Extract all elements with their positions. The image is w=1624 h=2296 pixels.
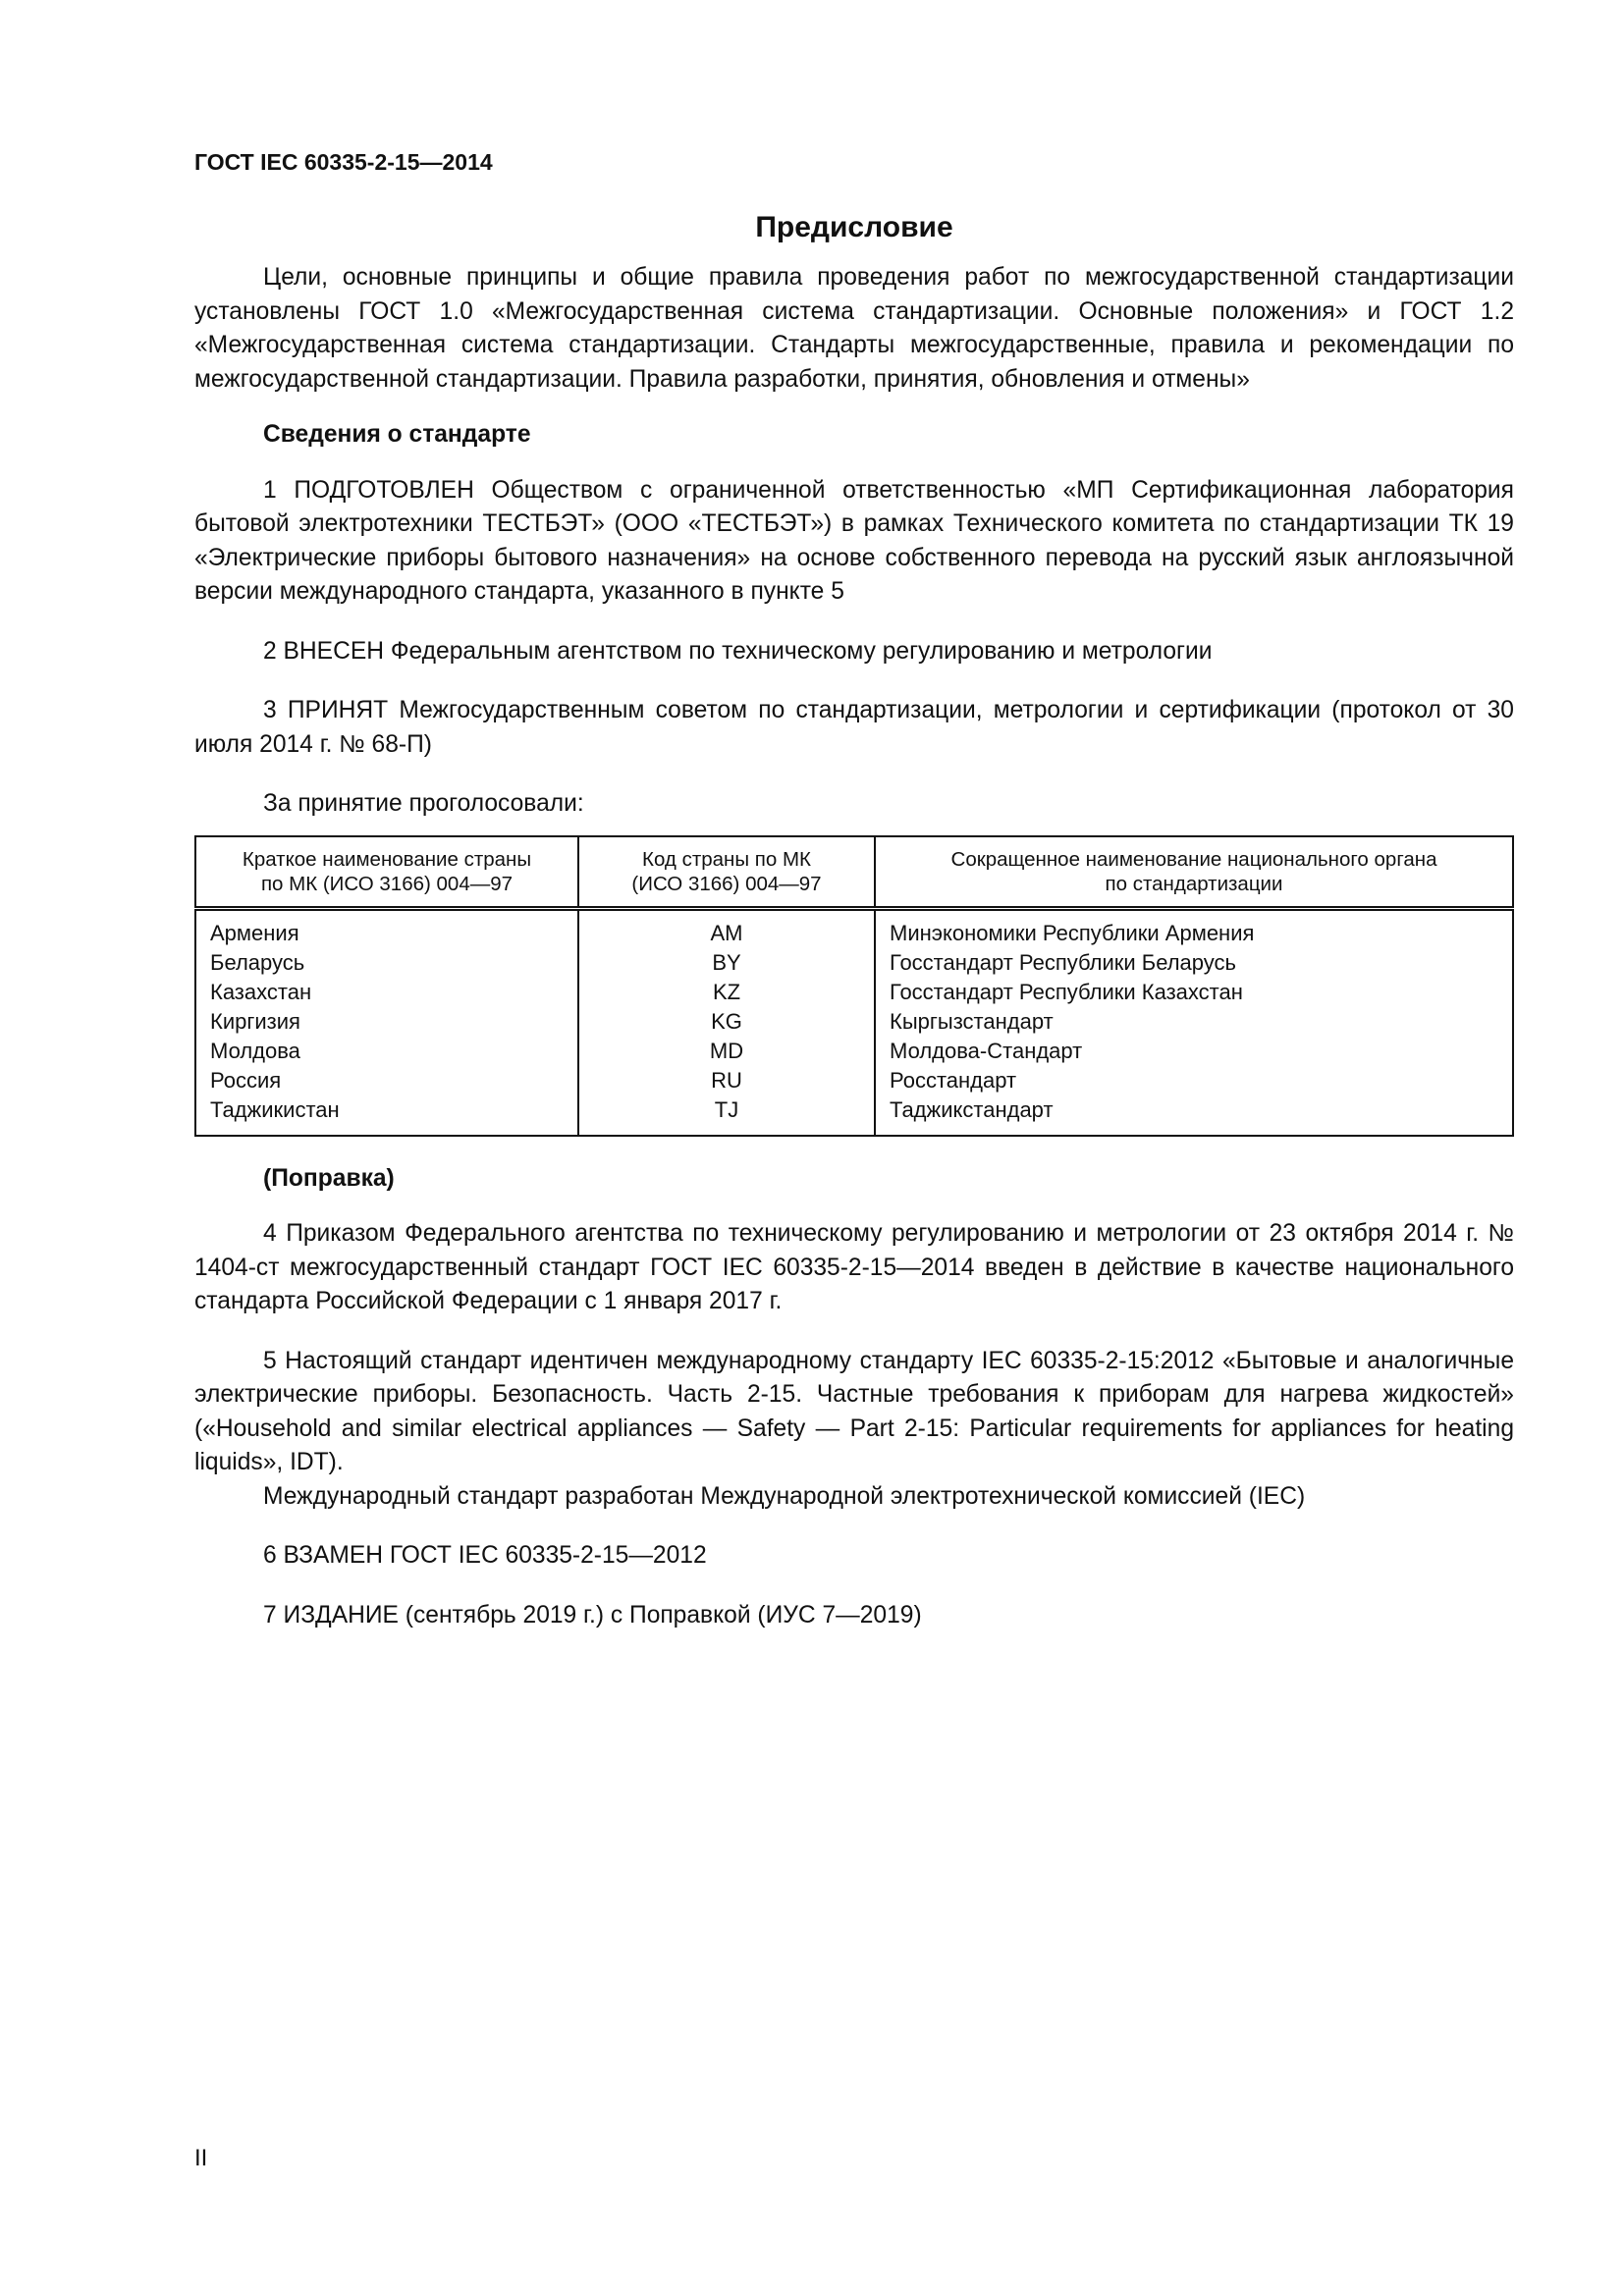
code-cell: KG: [711, 1008, 742, 1034]
header-country: [195, 836, 578, 909]
country-cell: Россия: [210, 1067, 282, 1093]
body-cell: Госстандарт Республики Беларусь: [890, 949, 1236, 975]
country-cell: Армения: [210, 920, 299, 945]
header-country-line1: Краткое наименование страны: [242, 847, 532, 871]
item-3: 3 ПРИНЯТ Межгосударственным советом по стандартизации, метрологии и сертификации (протокол от 30 июля 2014 г. № 68-П): [194, 697, 1514, 758]
code-cell: TJ: [714, 1096, 739, 1122]
code-column: [578, 908, 875, 1136]
item-2: 2 ВНЕСЕН Федеральным агентством по техническому регулированию и метрологии: [263, 637, 1213, 665]
section-heading: Сведения о стандарте: [263, 421, 531, 448]
body-cell: Госстандарт Республики Казахстан: [890, 979, 1243, 1004]
body-cell: Минэкономики Республики Армения: [890, 920, 1255, 945]
body-cell: Таджикстандарт: [890, 1096, 1054, 1122]
country-cell: Молдова: [210, 1038, 300, 1063]
country-cell: Казахстан: [210, 979, 312, 1004]
header-body-line1: Сокращенное наименование национального органа: [950, 847, 1437, 871]
country-cell: Киргизия: [210, 1008, 300, 1034]
item-4: 4 Приказом Федерального агентства по техническому регулированию и метрологии от 23 октября 2014 г. № 1404-ст межгосударственный стандарт ГОСТ IEC 60335-2-15—2014 введен в действие в качестве национального стандарта Российской Федерации с 1 января 2017 г.: [194, 1220, 1514, 1314]
code-cell: BY: [712, 949, 741, 975]
table-row: [195, 908, 1513, 1136]
header-body: [875, 836, 1513, 909]
country-cell: Таджикистан: [210, 1096, 340, 1122]
code-cell: AM: [710, 920, 743, 945]
country-column: [195, 908, 578, 1136]
document-page: [194, 147, 1514, 1632]
voting-states-table: [194, 835, 1514, 1137]
amendment-label: (Поправка): [263, 1164, 395, 1192]
document-code: ГОСТ IEC 60335-2-15—2014: [194, 149, 493, 175]
page-title: Предисловие: [755, 211, 953, 243]
header-code-line2: (ИСО 3166) 004—97: [631, 872, 822, 895]
item-6: 6 ВЗАМЕН ГОСТ IEC 60335-2-15—2012: [263, 1542, 707, 1569]
intro-paragraph: Цели, основные принципы и общие правила проведения работ по межгосударственной стандартизации установлены ГОСТ 1.0 «Межгосударственная система стандартизации. Основные положения» и ГОСТ 1.2 «Межгосударственная система стандартизации. Стандарты межгосударственные, правила и рекомендации по межгосударственной стандартизации. Правила разработки, принятия, обновления и отмены»: [194, 264, 1514, 393]
code-cell: MD: [709, 1038, 744, 1063]
country-cell: Беларусь: [210, 949, 305, 975]
body-cell: Кыргызстандарт: [890, 1008, 1054, 1034]
body-column: [875, 908, 1513, 1136]
header-body-line2: по стандартизации: [1105, 872, 1283, 895]
item-5: 5 Настоящий стандарт идентичен международному стандарту IEC 60335-2-15:2012 «Бытовые и аналогичные электрические приборы. Безопасность. Часть 2-15. Частные требования к приборам для нагрева жидкостей» («Household and similar electrical appliances — Safety — Part 2-15: Particular requirements for appliances for heating liquids», IDT).: [194, 1347, 1514, 1475]
item-7: 7 ИЗДАНИЕ (сентябрь 2019 г.) с Поправкой (ИУС 7—2019): [263, 1601, 922, 1629]
header-country-line2: по МК (ИСО 3166) 004—97: [260, 872, 514, 895]
body-cell: Молдова-Стандарт: [890, 1038, 1083, 1063]
table-header-row: [195, 836, 1513, 909]
header-code: [578, 836, 875, 909]
item-5-note: Международный стандарт разработан Международной электротехнической комиссией (IEC): [263, 1482, 1306, 1510]
code-cell: RU: [711, 1067, 742, 1093]
voted-label: За принятие проголосовали:: [263, 790, 584, 817]
code-cell: KZ: [712, 979, 741, 1004]
item-1: 1 ПОДГОТОВЛЕН Обществом с ограниченной ответственностью «МП Сертификационная лаборатория бытовой электротехники ТЕСТБЭТ» (ООО «ТЕСТБЭТ») в рамках Технического комитета по стандартизации ТК 19 «Электрические приборы бытового назначения» на основе собственного перевода на русский язык англоязычной версии международного стандарта, указанного в пункте 5: [194, 476, 1514, 605]
body-cell: Росстандарт: [890, 1067, 1017, 1093]
header-code-line1: Код страны по МК: [642, 847, 811, 871]
page-number: II: [194, 2145, 208, 2171]
